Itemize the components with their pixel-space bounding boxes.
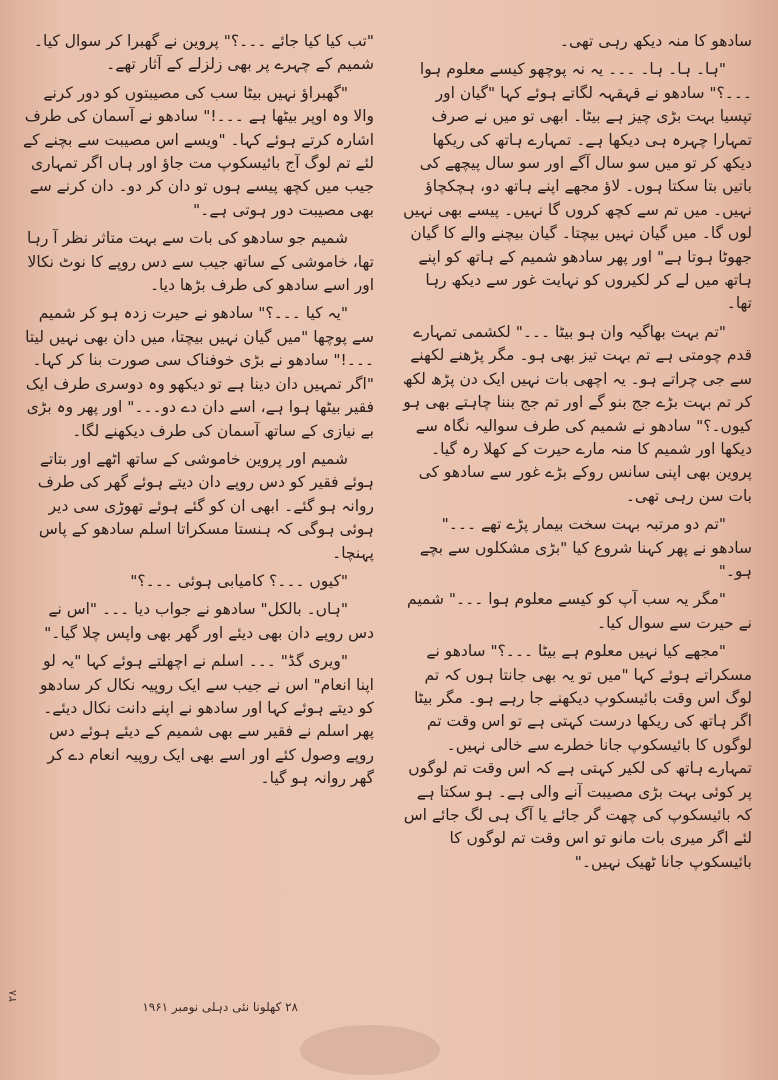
paragraph: سادھو کا منہ دیکھ رہی تھی۔ — [559, 32, 752, 50]
paragraph: "مجھے کیا نہیں معلوم ہے بیٹا ۔۔۔؟" سادھو نے مسکراتے ہوئے کہا "میں تو یہ بھی جانتا ہوں کہ تم لوگ اس وقت بائیسکوپ دیکھنے جا رہے ہو۔ مگر بیٹا اگر ہاتھ کی ریکھا درست کہتی ہے تو اس وقت تم لوگوں کا بائیسکوپ جانا خطرے سے خالی نہیں۔ تمہارے ہاتھ کی لکیر کہتی ہے کہ اس وقت تم لوگوں پر کوئی بہت بڑی مصیبت آنے والی ہے۔ ہو سکتا ہے کہ بائیسکوپ کی چھت گر جائے یا آگ ہی لگ جائے اس لئے اگر میری بات مانو تو اس وقت تم لوگوں کا بائیسکوپ جانا ٹھیک نہیں۔" — [403, 642, 752, 871]
paper-stain — [300, 1025, 440, 1075]
paragraph: شمیم اور پروین خاموشی کے ساتھ اٹھے اور بتاتے ہوئے فقیر کو دس روپے دان دیتے ہوئے گھر کی طرف روانہ ہو گئے۔ ابھی ان کو گئے ہوئے تھوڑی سی دیر ہوئی ہوگی کہ ہنستا مسکراتا اسلم سادھو کے پاس پہنچا۔ — [37, 449, 374, 562]
paragraph: "کیوں ۔۔۔؟ کامیابی ہوئی ۔۔۔؟" — [130, 571, 348, 590]
paragraph: "ہا۔ ہا۔ ہا۔ ۔۔۔ یہ نہ پوچھو کیسے معلوم ہوا ۔۔۔؟" سادھو نے قہقہہ لگاتے ہوئے کہا "گیان اور تپسیا بہت بڑی چیز ہے بیٹا۔ ابھی تو میں نے صرف تمہارا چہرہ ہی دیکھا ہے۔ تمہارے ہاتھ کی ریکھا دیکھ کر تو میں سو سال آگے اور سو سال پیچھے کی باتیں بتا سکتا ہوں۔ لاؤ مجھے اپنے ہاتھ دو، ہچکچاؤ نہیں۔ میں تم سے کچھ کروں گا نہیں۔ پیسے بھی نہیں لوں گا۔ میں گیان نہیں بیچتا۔ گیان بیچنے والے کا گیان جھوٹا ہوتا ہے" اور پھر سادھو شمیم کے ہاتھ کو اپنے ہاتھ میں لے کر لکیروں کو نہایت غور سے دیکھ رہا تھا۔ — [403, 60, 752, 313]
paragraph: "گھبراؤ نہیں بیٹا سب کی مصیبتوں کو دور کرنے والا وہ اوپر بیٹھا ہے ۔۔۔!" سادھو نے آسمان کی طرف اشارہ کرتے ہوئے کہا۔ "ویسے اس مصیبت سے بچنے کے لئے تم لوگ آج بائیسکوپ مت جاؤ اور ہاں اگر تمہاری جیب میں کچھ پیسے ہوں تو دان کر دو۔ دان کرنے سے بھی مصیبت دور ہوتی ہے۔" — [23, 83, 374, 219]
paragraph: "تم بہت بھاگیہ وان ہو بیٹا ۔۔۔" لکشمی تمہارے قدم چومتی ہے تم بہت تیز بھی ہو۔ مگر پڑھنے لکھنے سے جی چراتے ہو۔ یہ اچھی بات نہیں ایک دن پڑھ لکھ کر تم بہت بڑے جج بنو گے اور تم جج بننا چاہتے بھی ہو کیوں۔؟" سادھو نے شمیم کی طرف سوالیہ نگاہ سے دیکھا اور شمیم کا منہ مارے حیرت کے کھلا رہ گیا۔ پروین بھی اپنی سانس روکے بڑے غور سے سادھو کی بات سن رہی تھی۔ — [402, 322, 752, 505]
paragraph: "تب کیا کیا جائے ۔۔۔؟" پروین نے گھبرا کر سوال کیا۔ شمیم کے چہرے پر بھی زلزلے کے آثار تھے۔ — [33, 32, 374, 74]
paragraph: شمیم جو سادھو کی بات سے بہت متاثر نظر آ رہا تھا، خاموشی کے ساتھ جیب سے دس روپے کا نوٹ نکالا اور اسے سادھو کی طرف بڑھا دیا۔ — [27, 229, 374, 295]
paragraph: "یہ کیا ۔۔۔؟" سادھو نے حیرت زدہ ہو کر شمیم سے پوچھا "میں گیان نہیں بیچتا، میں دان بھی نہیں لیتا ۔۔۔!" سادھو نے بڑی خوفناک سی صورت بنا کر کہا۔ "اگر تمہیں دان دینا ہے تو دیکھو وہ دوسری طرف ایک فقیر بیٹھا ہوا ہے، اسے دان دے دو۔۔۔" اور پھر وہ بڑی بے نیازی کے ساتھ آسمان کی طرف دیکھنے لگا۔ — [25, 304, 374, 440]
paragraph: "ویری گڈ" ۔۔۔ اسلم نے اچھلتے ہوئے کہا "یہ لو اپنا انعام" اس نے جیب سے ایک روپیہ نکال کر سادھو کو دیتے ہوئے کہا اور سادھو نے اپنے دانت نکال دیئے۔ پھر اسلم نے فقیر سے بھی شمیم کے دیئے ہوئے دس روپے وصول کئے اور اسے بھی ایک روپیہ انعام دے کر گھر روانہ ہو گیا۔ — [39, 652, 374, 788]
left-column — [22, 30, 374, 796]
paragraph: "تم دو مرتبہ بہت سخت بیمار پڑے تھے ۔۔۔" سادھو نے پھر کہنا شروع کیا "بڑی مشکلوں سے بچے ہو۔" — [419, 515, 752, 580]
page-footer: ۲۸ کھلونا نئی دہلی نومبر ۱۹۶۱ — [142, 1000, 298, 1014]
right-column — [400, 30, 752, 879]
page-number: ۲۸ — [6, 990, 19, 1002]
paragraph: "مگر یہ سب آپ کو کیسے معلوم ہوا ۔۔۔" شمیم نے حیرت سے سوال کیا۔ — [407, 590, 752, 632]
paragraph: "ہاں۔ بالکل" سادھو نے جواب دیا ۔۔۔ "اس نے دس روپے دان بھی دیئے اور گھر بھی واپس چلا گیا۔" — [44, 600, 374, 642]
